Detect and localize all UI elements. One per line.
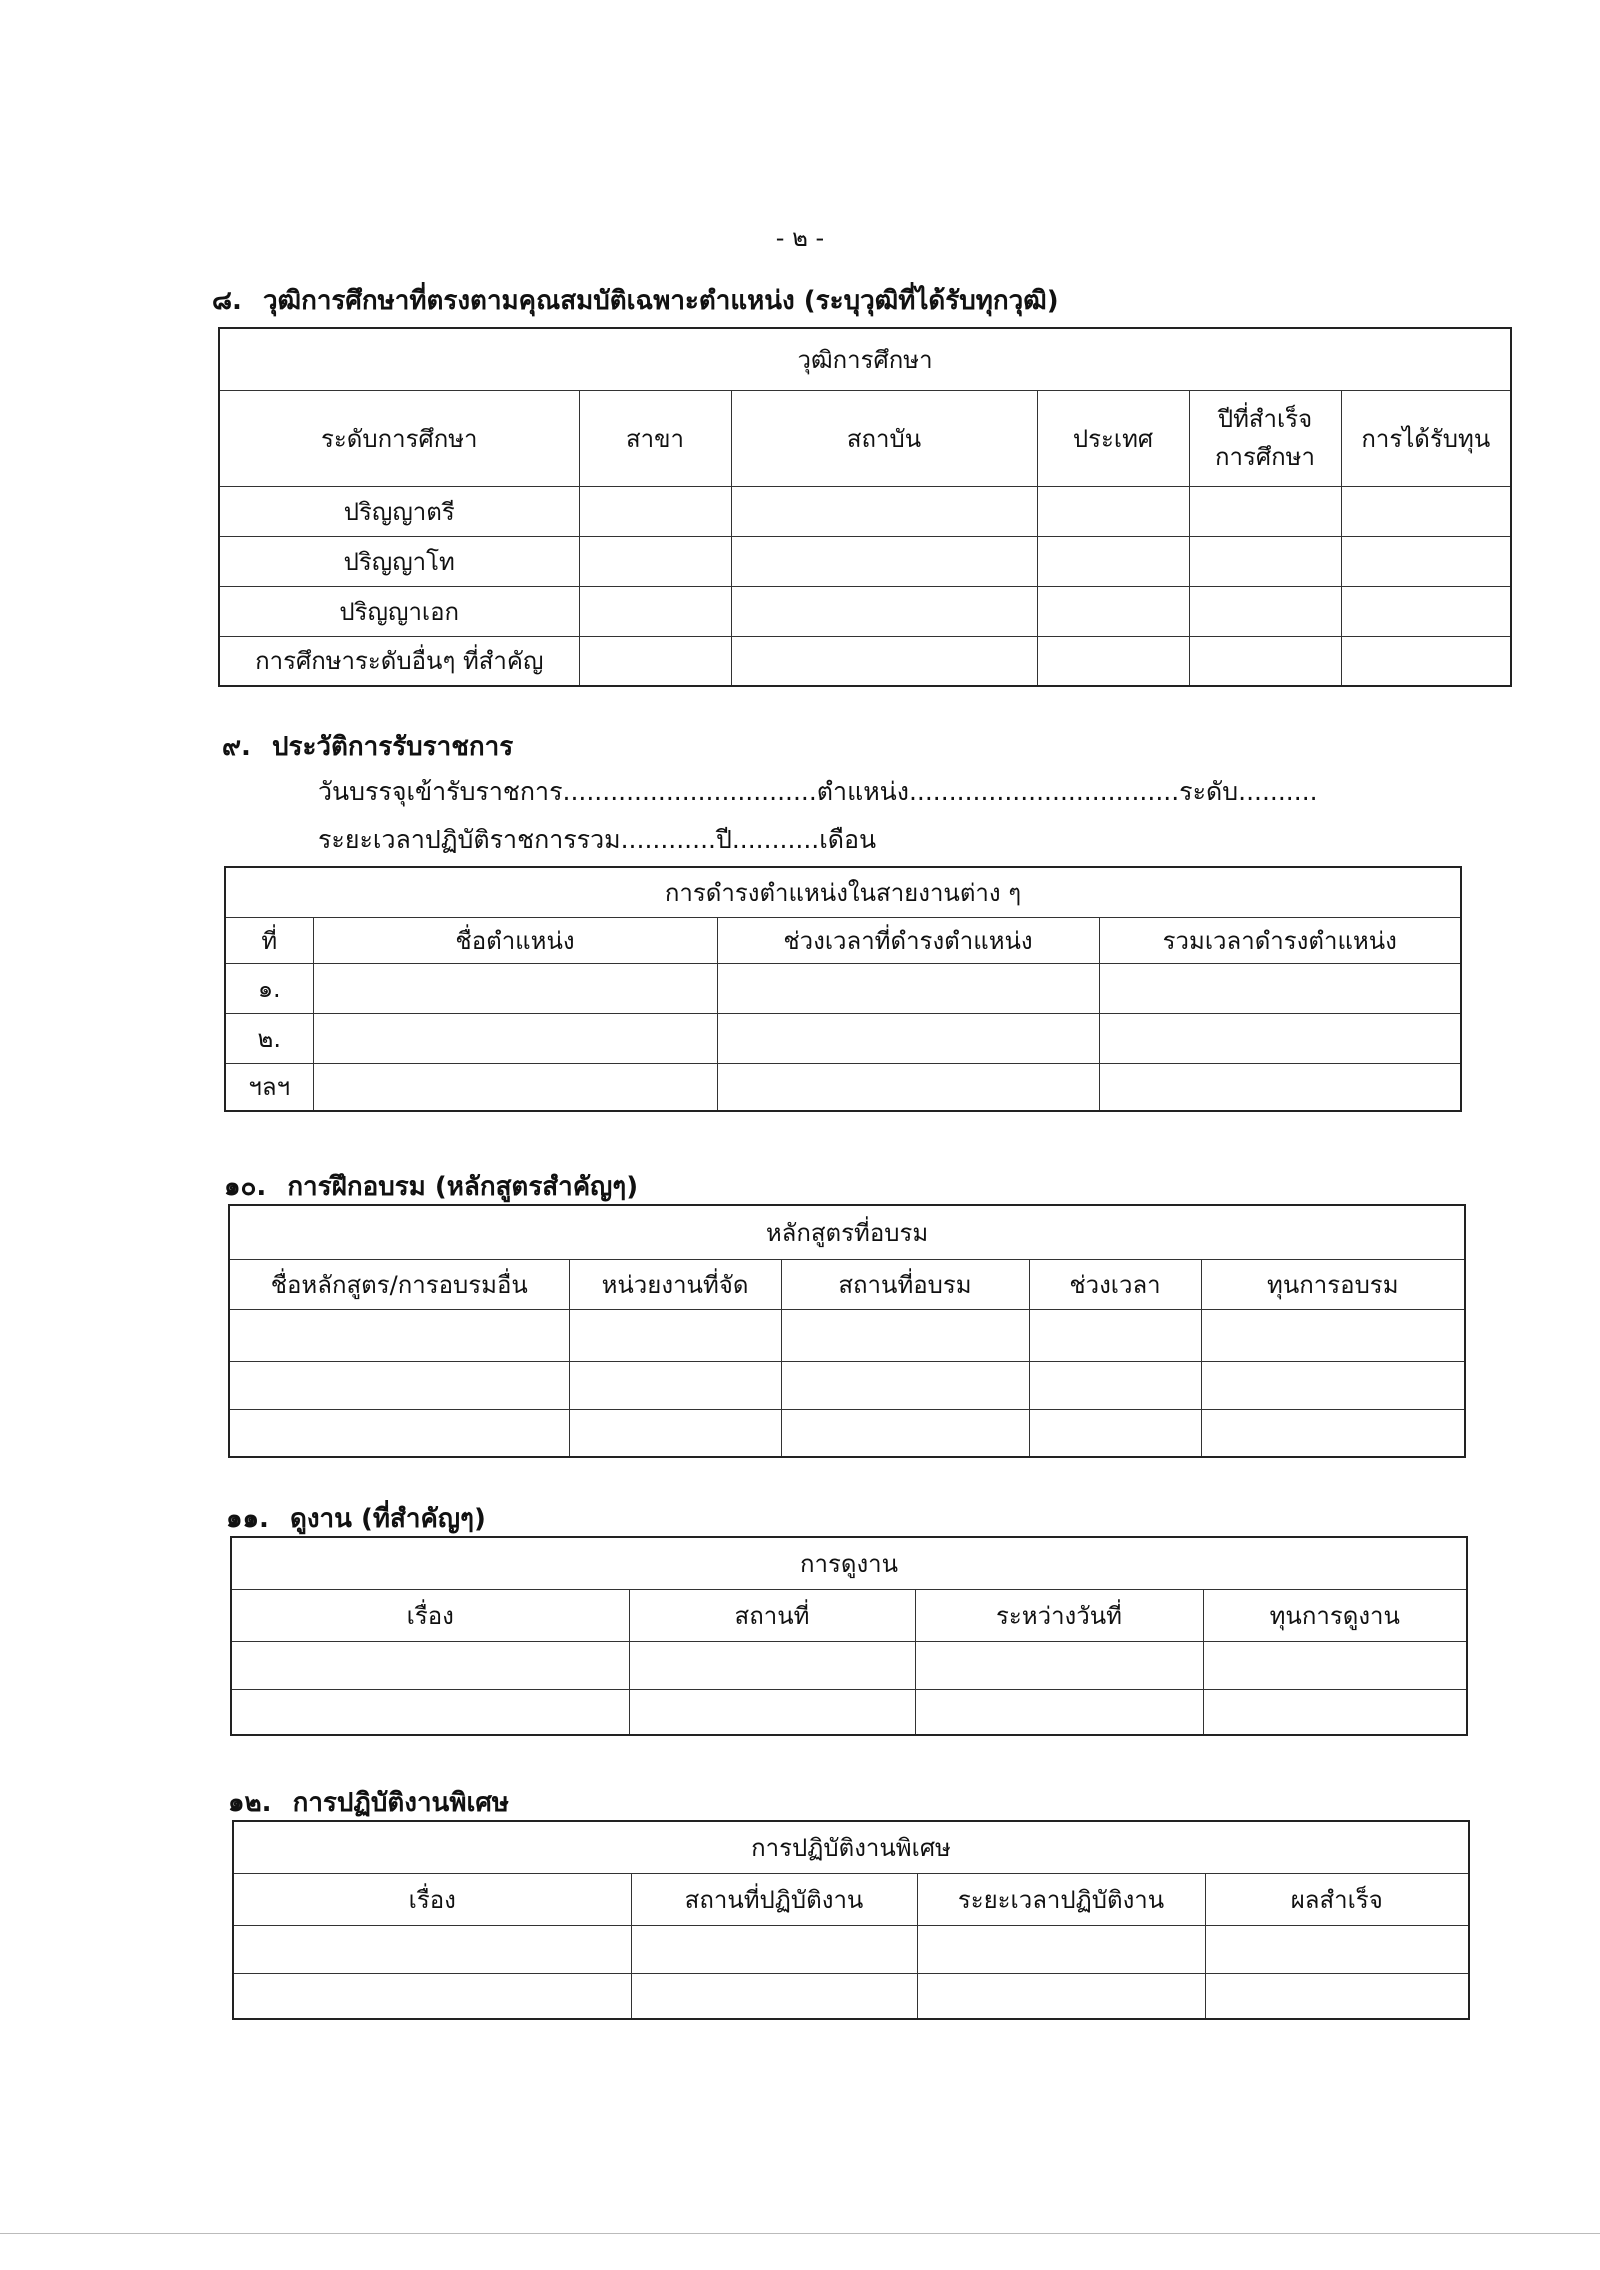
column-header: สถานที่อบรม: [781, 1259, 1029, 1309]
row-number: ๒.: [225, 1013, 313, 1063]
row-label: ปริญญาตรี: [219, 486, 579, 536]
input-cell[interactable]: [631, 1973, 917, 2019]
section-9-heading: [222, 726, 513, 767]
input-cell[interactable]: [629, 1689, 915, 1735]
section-number: ๙.: [222, 732, 251, 762]
section-number: ๑๑.: [226, 1504, 269, 1534]
section-number: ๑๐.: [224, 1172, 267, 1202]
column-header: ระดับการศึกษา: [219, 390, 579, 486]
page-bottom-rule: [0, 2233, 1600, 2234]
special-work-table: [232, 1820, 1470, 2020]
input-cell[interactable]: [731, 486, 1037, 536]
input-cell[interactable]: [1189, 586, 1341, 636]
input-cell[interactable]: [631, 1925, 917, 1973]
input-cell[interactable]: [231, 1641, 629, 1689]
section-number: ๘.: [212, 286, 242, 316]
section-title: การปฏิบัติงานพิเศษ: [292, 1788, 509, 1818]
input-cell[interactable]: [233, 1973, 631, 2019]
input-cell[interactable]: [569, 1361, 781, 1409]
input-cell[interactable]: [731, 636, 1037, 686]
column-header: ระยะเวลาปฏิบัติงาน: [917, 1873, 1205, 1925]
input-cell[interactable]: [1201, 1309, 1465, 1361]
section-11-heading: [226, 1498, 486, 1539]
input-cell[interactable]: [1099, 963, 1461, 1013]
input-cell[interactable]: [569, 1309, 781, 1361]
input-cell[interactable]: [579, 636, 731, 686]
section-12-heading: [228, 1782, 509, 1823]
input-cell[interactable]: [1341, 586, 1511, 636]
input-cell[interactable]: [915, 1689, 1203, 1735]
column-header: ระหว่างวันที่: [915, 1589, 1203, 1641]
input-cell[interactable]: [1037, 636, 1189, 686]
section-title: ดูงาน (ที่สำคัญๆ): [289, 1504, 486, 1534]
table-caption: วุฒิการศึกษา: [219, 328, 1511, 390]
column-header: สถานที่: [629, 1589, 915, 1641]
input-cell[interactable]: [1201, 1409, 1465, 1457]
input-cell[interactable]: [781, 1309, 1029, 1361]
section-10-heading: [224, 1166, 638, 1207]
input-cell[interactable]: [1099, 1063, 1461, 1111]
column-header: ผลสำเร็จ: [1205, 1873, 1469, 1925]
column-header: ช่วงเวลาที่ดำรงตำแหน่ง: [717, 917, 1099, 963]
page-number: - ๒ -: [775, 224, 825, 252]
input-cell[interactable]: [917, 1925, 1205, 1973]
table-caption: การดูงาน: [231, 1537, 1467, 1589]
input-cell[interactable]: [717, 1013, 1099, 1063]
input-cell[interactable]: [731, 536, 1037, 586]
column-header: ช่วงเวลา: [1029, 1259, 1201, 1309]
positions-table: [224, 866, 1462, 1112]
column-header: เรื่อง: [231, 1589, 629, 1641]
input-cell[interactable]: [781, 1409, 1029, 1457]
input-cell[interactable]: [917, 1973, 1205, 2019]
column-header: สาขา: [579, 390, 731, 486]
input-cell[interactable]: [233, 1925, 631, 1973]
section-8-heading: [212, 280, 1059, 321]
row-number: ฯลฯ: [225, 1063, 313, 1111]
input-cell[interactable]: [1205, 1973, 1469, 2019]
input-cell[interactable]: [579, 536, 731, 586]
input-cell[interactable]: [1099, 1013, 1461, 1063]
input-cell[interactable]: [1189, 636, 1341, 686]
input-cell[interactable]: [313, 1063, 717, 1111]
input-cell[interactable]: [1341, 636, 1511, 686]
input-cell[interactable]: [717, 1063, 1099, 1111]
input-cell[interactable]: [229, 1309, 569, 1361]
table-caption: การปฏิบัติงานพิเศษ: [233, 1821, 1469, 1873]
input-cell[interactable]: [1029, 1309, 1201, 1361]
column-header: หน่วยงานที่จัด: [569, 1259, 781, 1309]
education-table: [218, 327, 1512, 687]
input-cell[interactable]: [1203, 1689, 1467, 1735]
column-header: ที่: [225, 917, 313, 963]
column-header: สถาบัน: [731, 390, 1037, 486]
input-cell[interactable]: [569, 1409, 781, 1457]
input-cell[interactable]: [1029, 1409, 1201, 1457]
input-cell[interactable]: [731, 586, 1037, 636]
column-header: ชื่อตำแหน่ง: [313, 917, 717, 963]
input-cell[interactable]: [579, 486, 731, 536]
input-cell[interactable]: [629, 1641, 915, 1689]
input-cell[interactable]: [717, 963, 1099, 1013]
column-header: เรื่อง: [233, 1873, 631, 1925]
input-cell[interactable]: [313, 963, 717, 1013]
column-header: ปีที่สำเร็จ การศึกษา: [1189, 390, 1341, 486]
input-cell[interactable]: [1029, 1361, 1201, 1409]
column-header: ทุนการดูงาน: [1203, 1589, 1467, 1641]
input-cell[interactable]: [1341, 536, 1511, 586]
service-duration-line: ระยะเวลาปฏิบัติราชการรวม............ปี...........เดือน: [318, 825, 877, 854]
appointment-line: วันบรรจุเข้ารับราชการ................................ตำแหน่ง..................................ระดับ..........: [318, 777, 1318, 806]
section-title: ประวัติการรับราชการ: [271, 732, 514, 762]
input-cell[interactable]: [313, 1013, 717, 1063]
table-caption: การดำรงตำแหน่งในสายงานต่าง ๆ: [225, 867, 1461, 917]
input-cell[interactable]: [781, 1361, 1029, 1409]
input-cell[interactable]: [1189, 486, 1341, 536]
input-cell[interactable]: [1037, 486, 1189, 536]
input-cell[interactable]: [229, 1361, 569, 1409]
row-label: การศึกษาระดับอื่นๆ ที่สำคัญ: [219, 636, 579, 686]
training-table: [228, 1204, 1466, 1458]
column-header: การได้รับทุน: [1341, 390, 1511, 486]
column-header: ประเทศ: [1037, 390, 1189, 486]
section-title: การฝึกอบรม (หลักสูตรสำคัญๆ): [287, 1172, 639, 1202]
input-cell[interactable]: [1201, 1361, 1465, 1409]
section-title: วุฒิการศึกษาที่ตรงตามคุณสมบัติเฉพาะตำแหน่ง (ระบุวุฒิที่ได้รับทุกวุฒิ): [263, 286, 1059, 316]
input-cell[interactable]: [1189, 536, 1341, 586]
input-cell[interactable]: [1203, 1641, 1467, 1689]
column-header: ชื่อหลักสูตร/การอบรมอื่น: [229, 1259, 569, 1309]
section-number: ๑๒.: [228, 1788, 272, 1818]
input-cell[interactable]: [1205, 1925, 1469, 1973]
input-cell[interactable]: [579, 586, 731, 636]
input-cell[interactable]: [915, 1641, 1203, 1689]
input-cell[interactable]: [231, 1689, 629, 1735]
column-header: สถานที่ปฏิบัติงาน: [631, 1873, 917, 1925]
column-header: ทุนการอบรม: [1201, 1259, 1465, 1309]
row-number: ๑.: [225, 963, 313, 1013]
input-cell[interactable]: [1037, 586, 1189, 636]
table-caption: หลักสูตรที่อบรม: [229, 1205, 1465, 1259]
column-header: รวมเวลาดำรงตำแหน่ง: [1099, 917, 1461, 963]
input-cell[interactable]: [1037, 536, 1189, 586]
row-label: ปริญญาเอก: [219, 586, 579, 636]
input-cell[interactable]: [229, 1409, 569, 1457]
study-visit-table: [230, 1536, 1468, 1736]
row-label: ปริญญาโท: [219, 536, 579, 586]
input-cell[interactable]: [1341, 486, 1511, 536]
